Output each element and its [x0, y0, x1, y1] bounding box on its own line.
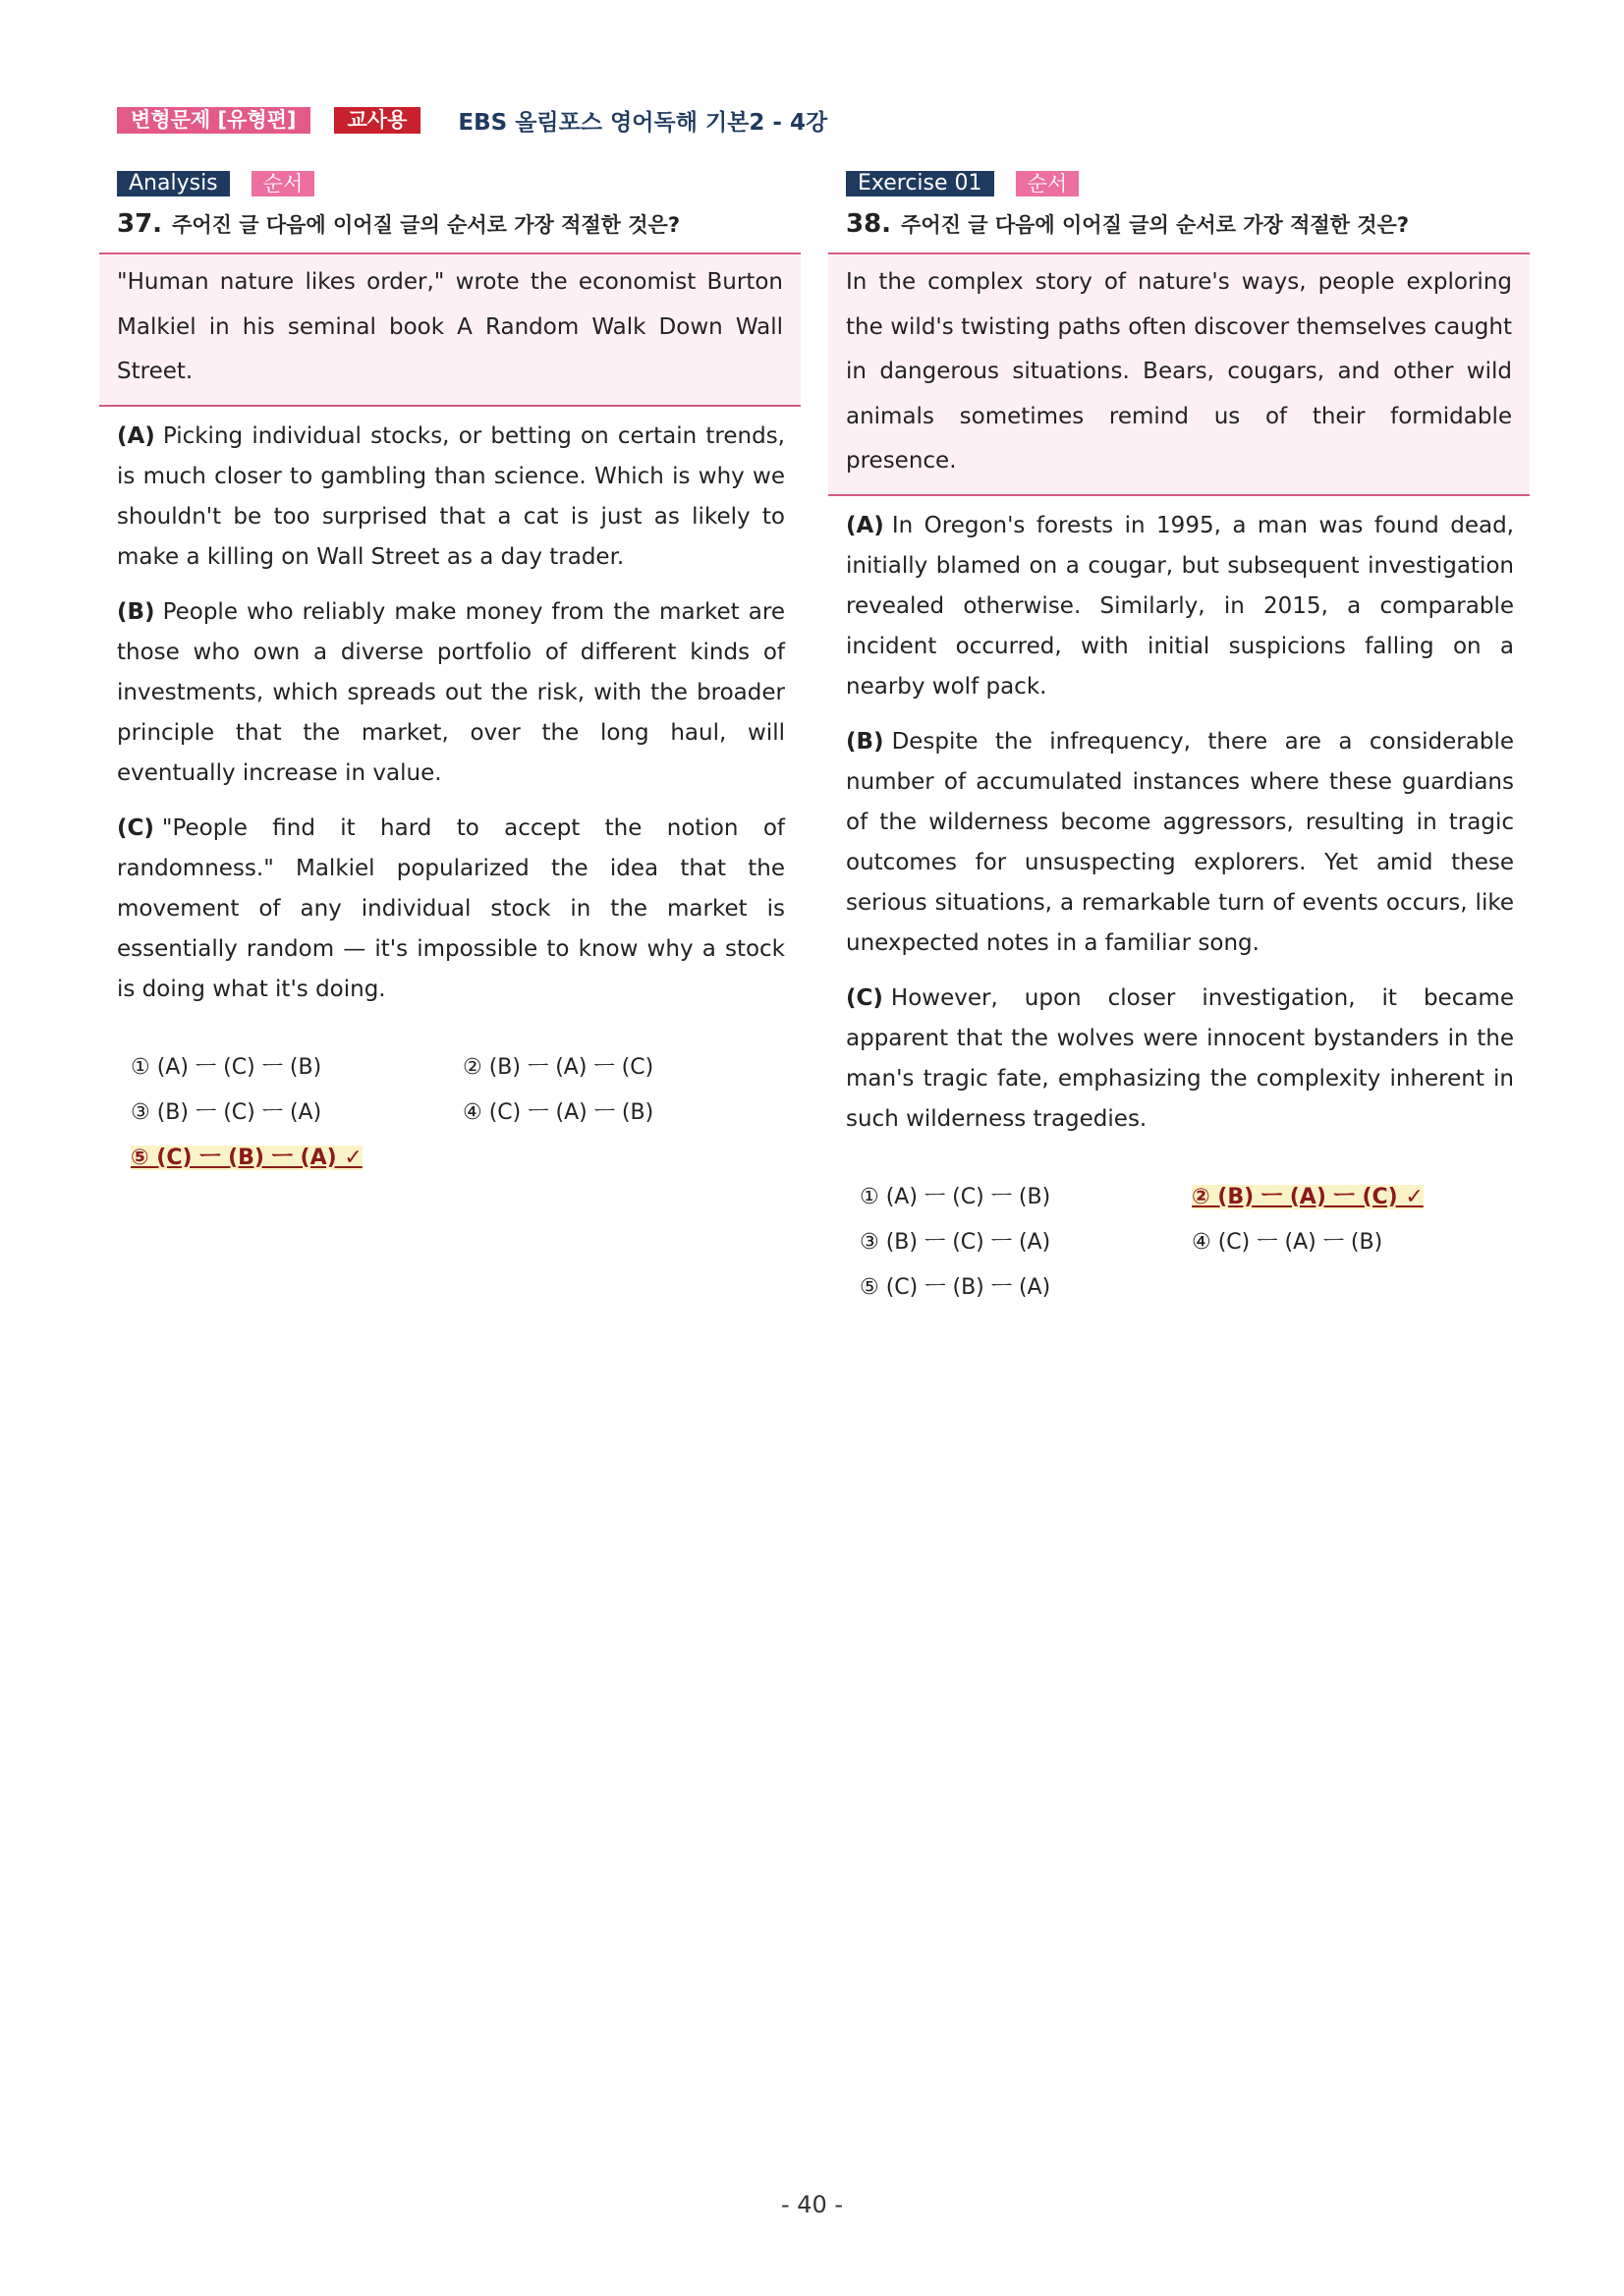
- left-tag-row: [117, 170, 801, 197]
- paragraph-label: (C): [846, 984, 883, 1011]
- given-passage: In the complex story of nature's ways, people exploring the wild's twisting paths often discover themselves caught in dangerous situations. Bears, cougars, and other wild animals sometimes remind us of their formidable presence.: [828, 252, 1530, 496]
- question-text: 주어진 글 다음에 이어질 글의 순서로 가장 적절한 것은?: [172, 213, 681, 237]
- right-tag-row: [846, 170, 1530, 197]
- page-number: - 40 -: [780, 2191, 844, 2218]
- paragraph-c: [117, 809, 785, 1010]
- question-38: [846, 207, 1530, 241]
- analysis-badge: Analysis: [117, 171, 230, 196]
- teacher-tag: 교사용: [334, 107, 421, 134]
- paragraph-text: "People find it hard to accept the notion of randomness." Malkiel popularized the idea that the movement of any individual stock in the market is essentially random — it's impossible to know why a stock is doing what it's doing.: [117, 814, 785, 1002]
- choice-2[interactable]: ② (B) ㅡ (A) ㅡ (C): [463, 1054, 654, 1080]
- answer-choices: [131, 1045, 801, 1181]
- page-title: EBS 올림포스 영어독해 기본2 - 4강: [458, 109, 828, 136]
- paragraph-text: Despite the infrequency, there are a considerable number of accumulated instances where these guardians of the wilderness become aggressors, resulting in tragic outcomes for unsuspecting explorers. Yet amid these serious situations, a remarkable turn of events occurs, like unexpected notes in a familiar song.: [846, 728, 1514, 956]
- exercise-column: [828, 170, 1530, 1311]
- paragraph-label: (A): [846, 512, 884, 538]
- question-text: 주어진 글 다음에 이어질 글의 순서로 가장 적절한 것은?: [901, 213, 1410, 237]
- variant-problem-tag: 변형문제 [유형편]: [117, 107, 310, 134]
- question-number: 38.: [846, 209, 892, 239]
- page-header: [117, 106, 827, 134]
- exercise-badge: Exercise 01: [846, 171, 994, 196]
- paragraph-label: (A): [117, 422, 155, 449]
- choice-2-correct[interactable]: ② (B) ㅡ (A) ㅡ (C) ✓: [1192, 1184, 1424, 1209]
- choice-4[interactable]: ④ (C) ㅡ (A) ㅡ (B): [463, 1099, 654, 1125]
- choice-1[interactable]: ① (A) ㅡ (C) ㅡ (B): [131, 1054, 322, 1080]
- question-37: [117, 207, 801, 241]
- paragraph-label: (C): [117, 814, 154, 841]
- question-number: 37.: [117, 209, 163, 239]
- paragraph-label: (B): [117, 598, 155, 625]
- choice-4[interactable]: ④ (C) ㅡ (A) ㅡ (B): [1192, 1229, 1383, 1255]
- choice-5[interactable]: ⑤ (C) ㅡ (B) ㅡ (A): [860, 1274, 1051, 1300]
- paragraph-a: [117, 417, 785, 578]
- paragraph-text: Picking individual stocks, or betting on certain trends, is much closer to gambling than science. Which is why we shouldn't be too surprised that a cat is just as likely to make a killing on Wall Street as a day trader.: [117, 422, 785, 570]
- order-type-tag: 순서: [1016, 171, 1080, 196]
- choice-3[interactable]: ③ (B) ㅡ (C) ㅡ (A): [131, 1099, 322, 1125]
- paragraph-b: [846, 722, 1514, 964]
- choice-3[interactable]: ③ (B) ㅡ (C) ㅡ (A): [860, 1229, 1051, 1255]
- paragraph-c: [846, 979, 1514, 1140]
- given-passage: "Human nature likes order," wrote the economist Burton Malkiel in his seminal book A Random Walk Down Wall Street.: [99, 252, 801, 407]
- choice-5-correct[interactable]: ⑤ (C) ㅡ (B) ㅡ (A) ✓: [131, 1145, 363, 1170]
- paragraph-text: In Oregon's forests in 1995, a man was found dead, initially blamed on a cougar, but subsequent investigation revealed otherwise. Similarly, in 2015, a comparable incident occurred, with initial suspicions falling on a nearby wolf pack.: [846, 512, 1514, 700]
- analysis-column: [99, 170, 801, 1181]
- answer-choices: [860, 1175, 1530, 1311]
- paragraph-a: [846, 506, 1514, 707]
- paragraph-text: People who reliably make money from the market are those who own a diverse portfolio of different kinds of investments, which spreads out the risk, with the broader principle that the market, over the long haul, will eventually increase in value.: [117, 598, 785, 786]
- order-type-tag: 순서: [252, 171, 315, 196]
- choice-1[interactable]: ① (A) ㅡ (C) ㅡ (B): [860, 1184, 1051, 1209]
- paragraph-text: However, upon closer investigation, it became apparent that the wolves were innocent bystanders in the man's tragic fate, emphasizing the complexity inherent in such wilderness tragedies.: [846, 984, 1514, 1132]
- paragraph-b: [117, 592, 785, 794]
- paragraph-label: (B): [846, 728, 884, 755]
